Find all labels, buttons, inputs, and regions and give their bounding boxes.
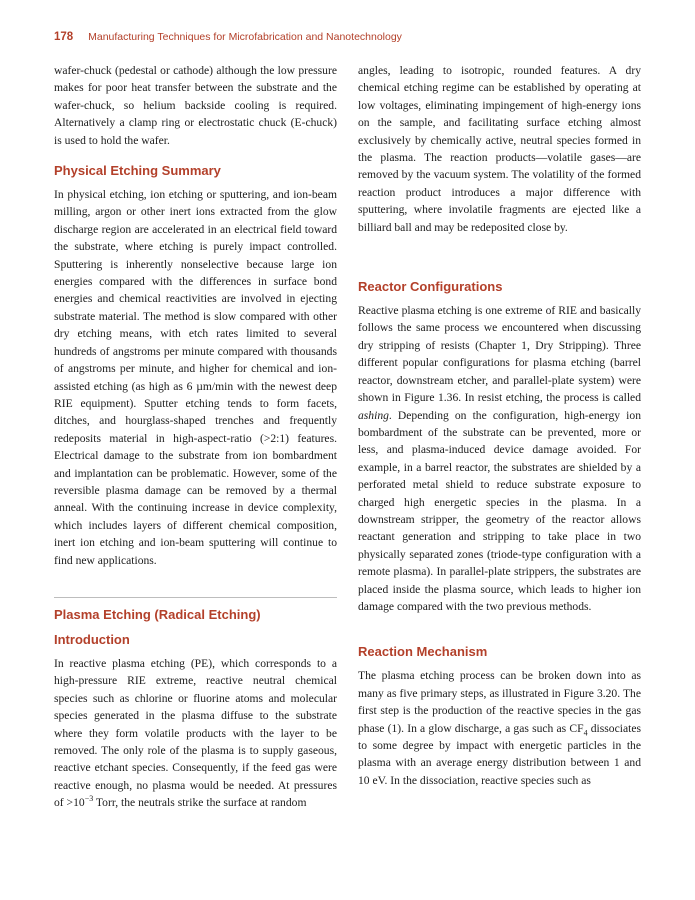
exponent: −3	[84, 794, 94, 804]
reactor-configurations-heading: Reactor Configurations	[358, 279, 503, 295]
page-number: 178	[54, 31, 74, 43]
right-column	[358, 62, 641, 789]
reaction-mechanism-heading: Reaction Mechanism	[358, 644, 488, 660]
introduction-paragraph: In reactive plasma etching (PE), which corresponds to a high-pressure RIE extreme, reactive neutral chemical species such as chlorine or fluorine atoms and molecular species generated in the plasma diffuse to the substrate where they form volatile products with the layer to be removed. The only role of the plasma is to supply gaseous, reactive etchant species. Consequently, if the feed gas were reactive enough, no plasma would be needed. At pressures of $>10^{-3}$ Torr, the neutrals strike the surface at random	[54, 656, 337, 810]
running-head	[54, 31, 402, 43]
left-column	[54, 62, 337, 812]
introduction-heading: Introduction	[54, 631, 130, 647]
left-continued-paragraph: wafer-chuck (pedestal or cathode) although the low pressure makes for poor heat transfer between the substrate and the wafer-chuck, so helium backside cooling is required. Alternatively a clamp ring or electrostatic chuck (E-chuck) is used to hold the wafer.	[54, 64, 337, 147]
plasma-etching-heading: Plasma Etching (Radical Etching)	[54, 606, 261, 622]
section-divider	[54, 597, 337, 598]
reaction-mechanism-paragraph: The plasma etching process can be broken down into as many as five primary steps, as illustrated in Figure 3.20. The first step is the production of the reactive species in the gas phase (1). In a glow discharge, a gas such as $CF_4$ dissociates to some degree by impact with energetic particles in the plasma with an average energy distribution between 1 and 10 eV. In the dissociation, reactive species such as	[358, 669, 641, 787]
physical-etching-summary-heading: Physical Etching Summary	[54, 163, 221, 179]
right-continued-paragraph: angles, leading to isotropic, rounded features. A dry chemical etching regime can be established by operating at low voltages, eliminating impingement of high-energy ions on the sample, and facilitating surface etching almost exclusively by chemically active, neutral species formed in the plasma. The reaction products—volatile gases—are removed by the vacuum system. The volatility of the formed reaction product introduces a major difference with sputtering, where involatile fragments are ejected like a billiard ball and may be redeposited close by.	[358, 64, 641, 234]
reactor-configurations-paragraph: Reactive plasma etching is one extreme of RIE and basically follows the same process we encountered when discussing dry stripping of resists (Chapter 1, Dry Stripping). Three different popular configurations for plasma etching (barrel reactor, downstream etcher, and parallel-plate system) were shown in Figure 1.36. In resist etching, the process is called ashing. Depending on the configuration, high-energy ion bombardment of the substrate can be prevented, more or less, and plasma-induced device damage avoided. For example, in a barrel reactor, the substrates are shielded by a perforated metal shield to reduce substrate exposure to charged high energetic species in the plasma. In a downstream stripper, the geometry of the reactor allows reactant generation and stripping to take place in two physically separated zones (triode-type configuration with a remote plasma). In parallel-plate strippers, the substrates are placed inside the plasma source, which leads to higher ion damage compared with the two previous methods.	[358, 304, 641, 613]
ashing-term: ashing	[358, 408, 389, 422]
book-title: Manufacturing Techniques for Microfabrication and Nanotechnology	[88, 31, 402, 43]
subscript: 4	[583, 727, 588, 737]
physical-etching-paragraph: In physical etching, ion etching or sputtering, and ion-beam milling, argon or other inert ions extracted from the glow discharge region are accelerated in an electrical field toward the substrate, where etching is purely impact controlled. Sputtering is inherently nonselective because large ion energies compared with the differences in surface bond energies and chemical reactivities are involved in ejecting substrate material. The method is slow compared with other dry etching means, with etch rates limited to several hundreds of angstroms per minute compared with thousands of angstroms per minute, and higher for chemical and ion-assisted etching (as high as 6 µm/min with the newest deep RIE equipment). Sputter etching tends to form facets, ditches, and hourglass-shaped trenches and frequently redeposits material in high-aspect-ratio (>2:1) features. Electrical damage to the substrate from ion bombardment and implantation can be problematic. However, some of the reversible plasma damage can be removed by a thermal anneal. With the continuing increase in device complexity, which includes layers of different chemical composition, inert ion etching and ion-beam sputtering will continue to find new applications.	[54, 188, 337, 567]
